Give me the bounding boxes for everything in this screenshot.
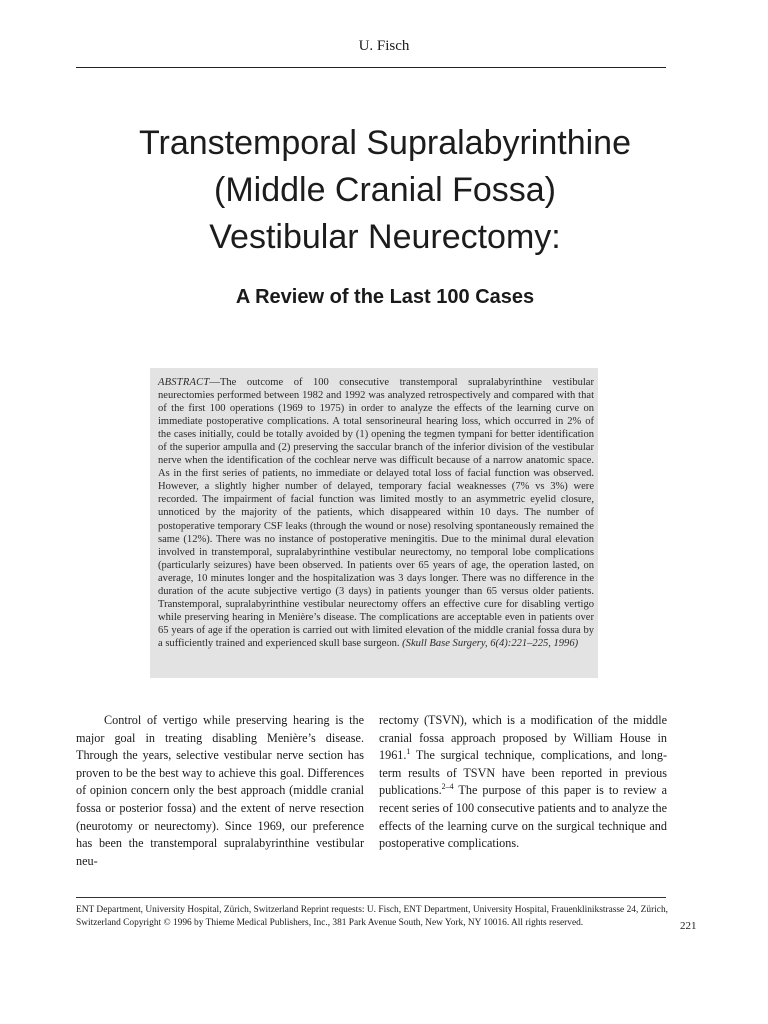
body-right-text-2: The surgical technique, complications, and long-term results of TSVN have been reported in previous publications.	[379, 748, 667, 798]
running-head: U. Fisch	[358, 38, 410, 54]
abstract-label: ABSTRACT	[158, 377, 210, 388]
footnote-rule	[76, 897, 666, 898]
title-line-1: Transtemporal Supralabyrinthine	[139, 124, 631, 162]
abstract-citation: (Skull Base Surgery, 6(4):221–225, 1996)	[402, 637, 579, 649]
header-rule	[76, 67, 666, 68]
abstract-paragraph	[158, 376, 594, 650]
body-right-column	[379, 712, 667, 853]
title-line-3: Vestibular Neurectomy:	[209, 218, 561, 256]
affiliation-footnote: ENT Department, University Hospital, Zürich, Switzerland Reprint requests: U. Fisch, ENT Department, University Hospital, Frauenklinikstrasse 24, Zürich, Switzerland Copyright © 1996 by Thieme Medical Publishers, Inc., 381 Park Avenue South, New York, NY 10016. All rights reserved.	[76, 905, 668, 928]
body-left-column: Control of vertigo while preserving hearing is the major goal in treating disabling Menière’s disease. Through the years, selective vestibular nerve section has proven to be the best way to achieve this goal. Differences of opinion concern only the best approach (middle cranial fossa or posterior fossa) and the extent of nerve resection (neurotomy or neurectomy). Since 1969, our preference has been the transtemporal supralabyrinthine vestibular neu-	[76, 713, 364, 868]
article-subtitle: A Review of the Last 100 Cases	[235, 286, 535, 308]
abstract-box	[150, 368, 598, 678]
reference-marker: 2–4	[441, 782, 454, 792]
abstract-text: The outcome of 100 consecutive transtemporal supralabyrinthine vestibular neurectomies performed between 1982 and 1992 was analyzed retrospectively and compared with that of the first 100 operations (1969 to 1975) in order to analyze the effects of the learning curve on immediate postoperative complications. A total sensorineural hearing loss, which occurred in 2% of the cases initially, could be totally avoided by (1) opening the tegmen tympani for better identification of the superior ampulla and (2) preserving the saccular branch of the inferior division of the vestibular nerve when the identification of the cochlear nerve was difficult because of a narrow anatomic space. As in the first series of patients, no immediate or delayed total loss of facial function was observed. However, a slightly higher number of delayed, temporary facial weaknesses (7% vs 3%) were recorded. The impairment of facial function was limited mostly to an asymmetric eyelid closure, unnoticed by the majority of the patients, which disappeared within 10 days. The number of postoperative temporary CSF leaks (through the wound or nose) resolving spontaneously remained the same (12%). There was no instance of postoperative meningitis. Due to the minimal dural elevation involved in transtemporal, supralabyrinthine vestibular neurectomy, no temporal lobe complications (particularly seizures) have been observed. In patients over 65 years of age, the operation lasted, on average, 10 minutes longer and the hospitalization was 3 days longer. There was no difference in the duration of the acute subjective vertigo (3 days) in patients younger than 65 versus older patients. Transtemporal, supralabyrinthine vestibular neurectomy offers an effective cure for disabling vertigo while preserving hearing in Menière’s disease. The complications are acceptable even in patients over 65 years of age if the operation is carried out with limited elevation of the middle cranial fossa dura by a sufficiently trained and experienced skull base surgeon.	[158, 377, 594, 649]
reference-marker: 1	[406, 747, 411, 757]
page-number: 221	[680, 920, 697, 932]
body-right-text-3: The purpose of this paper is to review a recent series of 100 consecutive patients and to analyze the effects of the learning curve on the surgical technique and postoperative complications.	[379, 783, 667, 851]
article-title	[60, 120, 710, 261]
body-right-text-1: rectomy (TSVN), which is a modification of the middle cranial fossa approach proposed by William House in 1961.	[379, 713, 667, 763]
abstract-dash: —	[209, 377, 220, 388]
title-line-2: (Middle Cranial Fossa)	[214, 171, 556, 209]
